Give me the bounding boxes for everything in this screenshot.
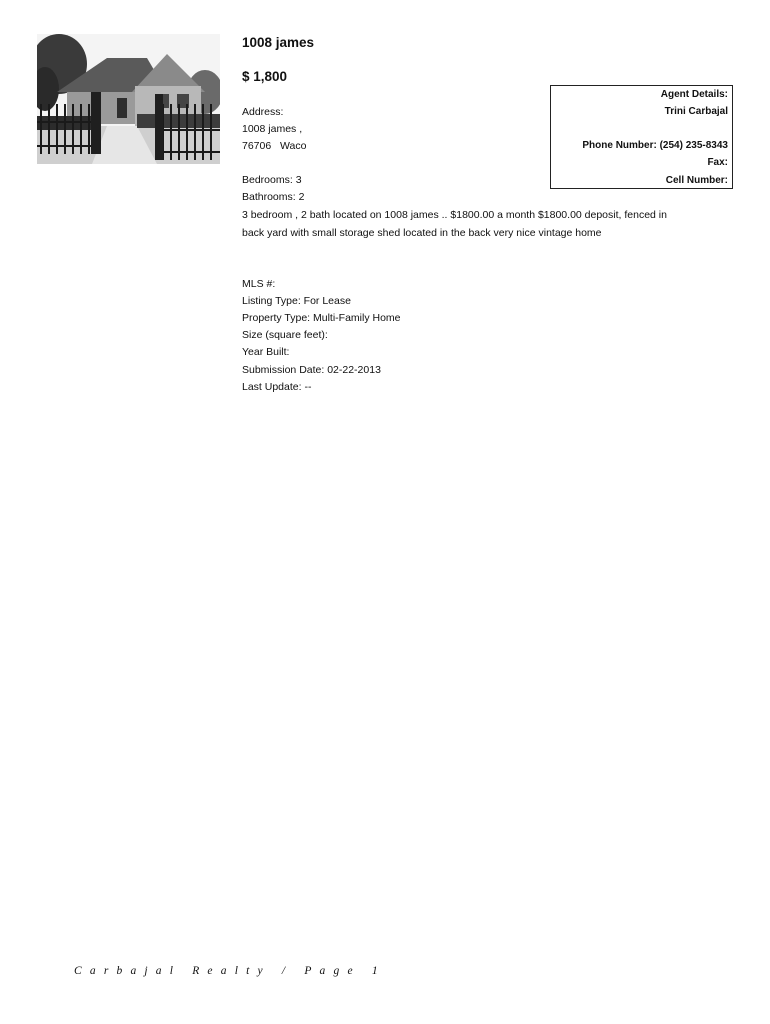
agent-fax: Fax: [707, 157, 728, 168]
agent-name: Trini Carbajal [664, 106, 728, 117]
address-city: Waco [279, 140, 307, 152]
size-sqft: Size (square feet): [242, 329, 328, 341]
address-label: Address: [242, 106, 284, 118]
listing-type: Listing Type: For Lease [242, 295, 351, 307]
bedrooms: Bedrooms: 3 [242, 174, 302, 186]
agent-details-box [550, 85, 733, 189]
property-type: Property Type: Multi-Family Home [242, 312, 401, 324]
submission-date: Submission Date: 02-22-2013 [242, 364, 381, 376]
agent-phone: Phone Number: (254) 235-8343 [582, 140, 728, 151]
address-line1: 1008 james , [242, 123, 303, 135]
last-update: Last Update: -- [242, 381, 312, 393]
agent-cell: Cell Number: [665, 175, 728, 186]
property-photo [37, 34, 220, 164]
bathrooms: Bathrooms: 2 [242, 191, 305, 203]
listing-description: 3 bedroom , 2 bath located on 1008 james .. $1800.00 a month $1800.00 deposit, fenced in back yard with small storage shed located in the back very nice vintage home [242, 209, 667, 239]
year-built: Year Built: [242, 346, 290, 358]
agent-heading: Agent Details: [660, 89, 728, 100]
page-footer: Carbajal Realty / Page 1 [74, 965, 386, 977]
mls-number: MLS #: [242, 278, 276, 290]
listing-title: 1008 james [242, 35, 315, 50]
address-zip: 76706 [242, 140, 272, 152]
listing-price: $ 1,800 [242, 69, 288, 84]
address-city-line [242, 140, 306, 152]
